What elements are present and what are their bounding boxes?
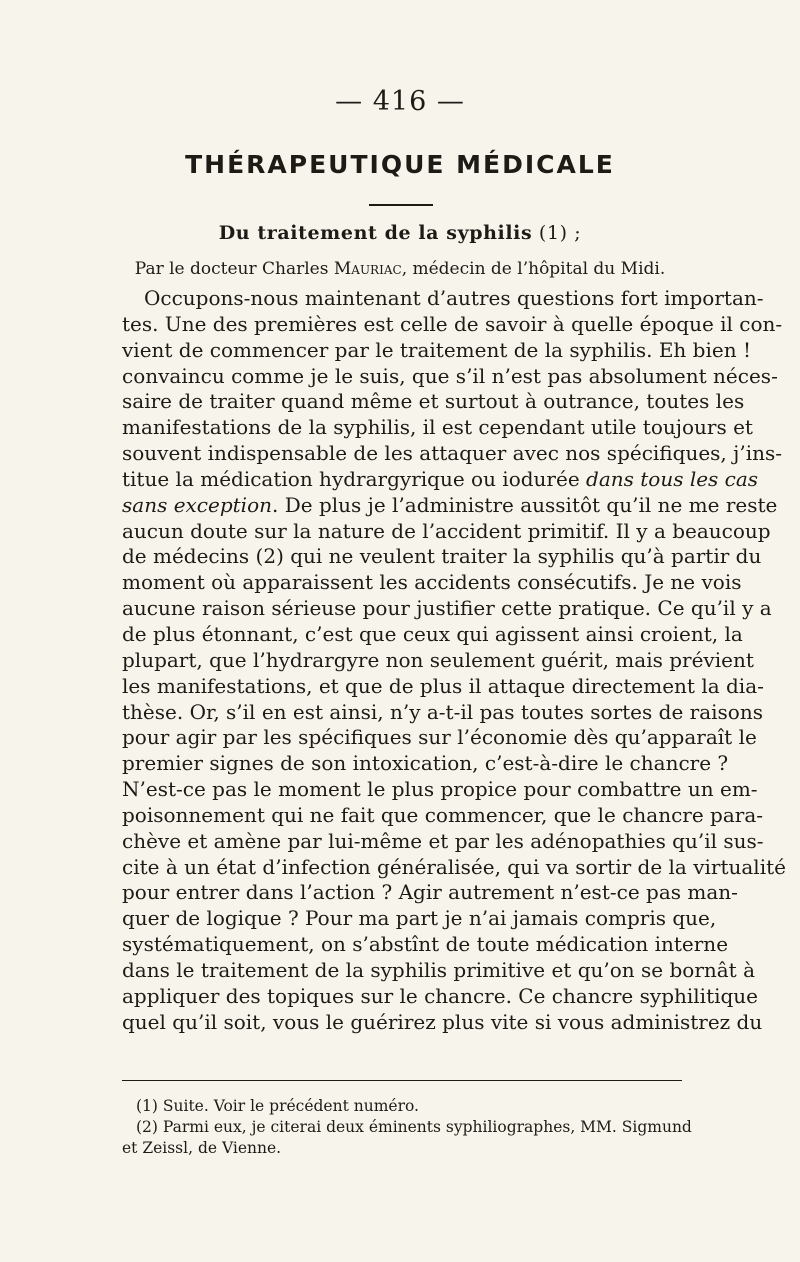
body-line: systématiquement, on s’abstînt de toute médication interne	[122, 932, 729, 957]
page-number: — 416 —	[335, 86, 465, 117]
body-line: de médecins (2) qui ne veulent traiter la syphilis qu’à partir du	[122, 544, 762, 569]
footnote-2-cont: et Zeissl, de Vienne.	[122, 1139, 282, 1157]
body-line: manifestations de la syphilis, il est cependant utile toujours et	[122, 415, 753, 440]
section-heading: THÉRAPEUTIQUE MÉDICALE	[185, 150, 615, 179]
byline-prefix: Par le docteur Charles	[134, 259, 334, 279]
body-line-8-text: titue la médication hydrargyrique ou iodurée	[122, 466, 587, 491]
body-line: premier signes de son intoxication, c’est-à-dire le chancre ?	[122, 751, 729, 776]
article-body	[122, 286, 786, 1035]
body-line-9	[122, 492, 778, 519]
author-name: Mauriac	[333, 259, 402, 279]
body-line: poisonnement qui ne fait que commencer, que le chancre para-	[122, 802, 764, 827]
body-line: N’est-ce pas le moment le plus propice pour combattre un em-	[122, 777, 758, 802]
body-line: vient de commencer par le traitement de la syphilis. Eh bien !	[122, 337, 751, 362]
body-line: tes. Une des premières est celle de savoir à quelle époque il con-	[122, 311, 783, 336]
body-line: de plus étonnant, c’est que ceux qui agissent ainsi croient, la	[122, 621, 743, 646]
italic-phrase: sans exception	[122, 492, 272, 517]
article-title	[0, 222, 800, 244]
byline-suffix: , médecin de l’hôpital du Midi.	[401, 259, 666, 279]
body-line: saire de traiter quand même et surtout à outrance, toutes les	[122, 389, 745, 414]
body-line: aucune raison sérieuse pour justifier cette pratique. Ce qu’il y a	[122, 596, 772, 621]
body-line: aucun doute sur la nature de l’accident primitif. Il y a beaucoup	[122, 518, 771, 543]
article-title-text: Du traitement de la syphilis	[218, 222, 533, 244]
body-line: cite à un état d’infection généralisée, qui va sortir de la virtualité	[122, 854, 786, 879]
body-line: Occupons-nous maintenant d’autres questions fort importan-	[144, 286, 764, 310]
heading-divider	[369, 204, 433, 206]
italic-phrase: dans tous les cas	[586, 466, 759, 491]
byline	[0, 259, 800, 279]
body-line: plupart, que l’hydrargyre non seulement guérit, mais prévient	[122, 647, 754, 672]
body-line-9-text: . De plus je l’administre aussitôt qu’il ne me reste	[272, 492, 778, 517]
body-line: appliquer des topiques sur le chancre. Ce chancre syphilitique	[122, 983, 759, 1008]
body-line: pour agir par les spécifiques sur l’économie dès qu’apparaît le	[122, 725, 757, 750]
footnote-1: (1) Suite. Voir le précédent numéro.	[136, 1097, 419, 1115]
body-line-8	[122, 466, 759, 493]
body-line: quel qu’il soit, vous le guérirez plus vite si vous administrez du	[122, 1009, 763, 1034]
body-line: chève et amène par lui-même et par les adénopathies qu’il sus-	[122, 828, 764, 853]
body-line: souvent indispensable de les attaquer avec nos spécifiques, j’ins-	[122, 441, 782, 466]
body-line: moment où apparaissent les accidents consécutifs. Je ne vois	[122, 570, 742, 595]
footnote-2: (2) Parmi eux, je citerai deux éminents syphiliographes, MM. Sigmund	[136, 1118, 692, 1136]
body-line: les manifestations, et que de plus il attaque directement la dia-	[122, 673, 764, 698]
body-line: convaincu comme je le suis, que s’il n’est pas absolument néces-	[122, 363, 778, 388]
footnote-divider	[122, 1080, 682, 1081]
footnotes	[122, 1096, 692, 1159]
body-line: thèse. Or, s’il en est ainsi, n’y a-t-il pas toutes sortes de raisons	[122, 699, 763, 724]
body-line: dans le traitement de la syphilis primitive et qu’on se bornât à	[122, 957, 755, 982]
footnote-ref-1: (1) ;	[532, 222, 582, 244]
body-line: pour entrer dans l’action ? Agir autrement n’est-ce pas man-	[122, 880, 738, 905]
body-line: quer de logique ? Pour ma part je n’ai jamais compris que,	[122, 906, 717, 931]
